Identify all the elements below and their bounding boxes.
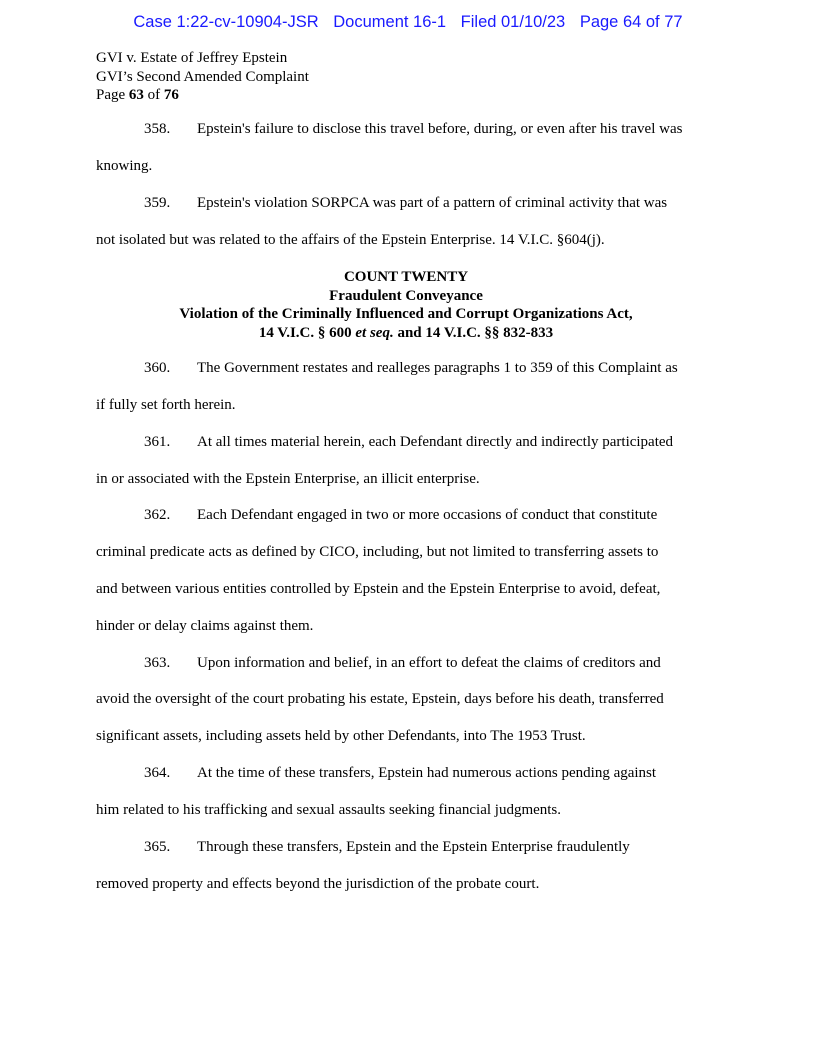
count-title: Fraudulent Conveyance <box>329 287 483 304</box>
court-filing-header <box>0 13 816 32</box>
paragraph-line: not isolated but was related to the affairs of the Epstein Enterprise. 14 V.I.C. §604(j). <box>96 232 605 248</box>
paragraph-360: 360. The Government restates and realleges paragraphs 1 to 359 of this Complaint as <box>144 360 678 376</box>
paragraph-line: hinder or delay claims against them. <box>96 618 314 634</box>
count-citation-line: 14 V.I.C. § 600 et seq. and 14 V.I.C. §§ 832-833 <box>258 324 554 341</box>
paragraph-363: 363. Upon information and belief, in an effort to defeat the claims of creditors and <box>144 655 661 671</box>
paragraph-364: 364. At the time of these transfers, Epstein had numerous actions pending against <box>144 765 657 781</box>
paragraph-358: 358. Epstein's failure to disclose this travel before, during, or even after his travel was <box>144 121 683 137</box>
count-statute-line: Violation of the Criminally Influenced and Corrupt Organizations Act, <box>179 306 633 322</box>
page-of-total: Page 64 of 77 <box>579 13 683 31</box>
paragraph-361: 361. At all times material herein, each Defendant directly and indirectly participated <box>144 434 674 450</box>
caption-document-title: GVI’s Second Amended Complaint <box>96 68 309 85</box>
paragraph-line: avoid the oversight of the court probating his estate, Epstein, days before his death, transferred <box>96 691 664 707</box>
count-heading <box>96 268 716 342</box>
case-number: Case 1:22-cv-10904-JSR <box>133 13 319 31</box>
document-caption <box>96 49 309 105</box>
paragraph-line: and between various entities controlled by Epstein and the Epstein Enterprise to avoid, defeat, <box>96 581 661 597</box>
paragraph-line: removed property and effects beyond the jurisdiction of the probate court. <box>96 876 540 892</box>
paragraph-line: in or associated with the Epstein Enterprise, an illicit enterprise. <box>96 471 480 487</box>
paragraph-359: 359. Epstein's violation SORPCA was part of a pattern of criminal activity that was <box>144 195 668 211</box>
paragraph-line: knowing. <box>96 158 153 174</box>
paragraph-365: 365. Through these transfers, Epstein and the Epstein Enterprise fraudulently <box>144 839 630 855</box>
paragraph-line: criminal predicate acts as defined by CICO, including, but not limited to transferring assets to <box>96 544 659 560</box>
paragraph-line: him related to his trafficking and sexual assaults seeking financial judgments. <box>96 802 562 818</box>
caption-case-title: GVI v. Estate of Jeffrey Epstein <box>96 50 288 66</box>
paragraph-line: significant assets, including assets held by other Defendants, into The 1953 Trust. <box>96 728 586 744</box>
caption-page-number: Page 63 of 76 <box>96 87 179 103</box>
paragraph-362: 362. Each Defendant engaged in two or more occasions of conduct that constitute <box>144 507 658 523</box>
count-number: COUNT TWENTY <box>343 269 469 285</box>
filed-date: Filed 01/10/23 <box>460 13 566 31</box>
paragraph-line: if fully set forth herein. <box>96 397 236 413</box>
document-number: Document 16-1 <box>333 13 447 31</box>
